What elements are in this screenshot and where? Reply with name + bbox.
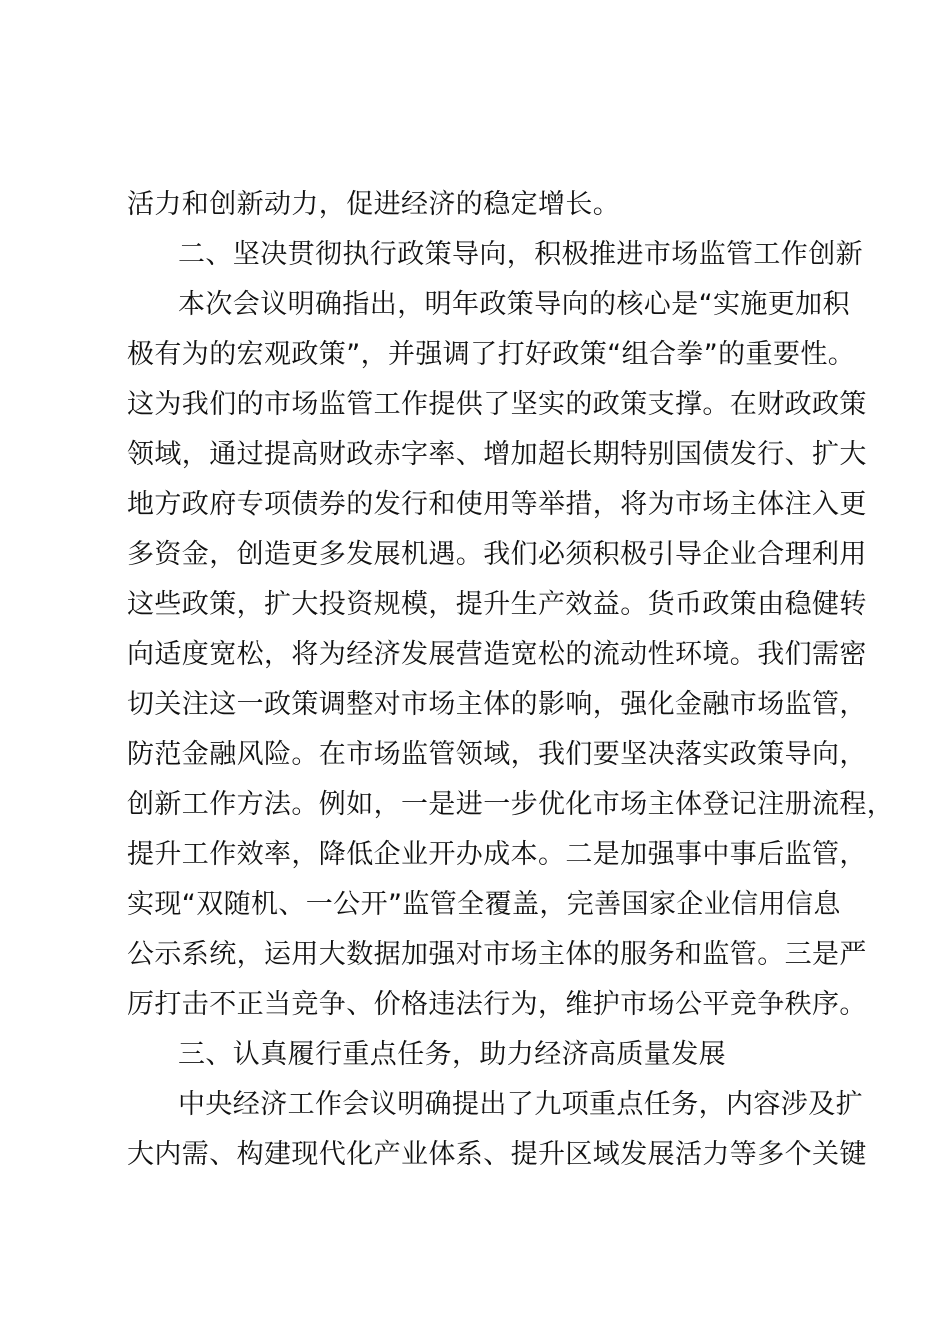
text-line: 这些政策，扩大投资规模，提升生产效益。货币政策由稳健转 <box>127 589 867 620</box>
text-line: 向适度宽松，将为经济发展营造宽松的流动性环境。我们需密 <box>127 639 867 670</box>
text-line: 极有为的宏观政策”，并强调了打好政策“组合拳”的重要性。 <box>127 339 856 370</box>
text-line: 创新工作方法。例如，一是进一步优化市场主体登记注册流程， <box>127 789 895 820</box>
text-line: 实现“双随机、一公开”监管全覆盖，完善国家企业信用信息 <box>127 889 841 920</box>
text-line: 大内需、构建现代化产业体系、提升区域发展活力等多个关键 <box>127 1139 867 1170</box>
text-line: 领域，通过提高财政赤字率、增加超长期特别国债发行、扩大 <box>127 439 867 470</box>
text-line: 本次会议明确指出，明年政策导向的核心是“实施更加积 <box>178 289 850 320</box>
text-line: 中央经济工作会议明确提出了九项重点任务，内容涉及扩 <box>178 1089 863 1120</box>
text-line: 防范金融风险。在市场监管领域，我们要坚决落实政策导向， <box>127 739 867 770</box>
text-line: 多资金，创造更多发展机遇。我们必须积极引导企业合理利用 <box>127 539 867 570</box>
text-line: 切关注这一政策调整对市场主体的影响，强化金融市场监管， <box>127 689 867 720</box>
text-line: 活力和创新动力，促进经济的稳定增长。 <box>127 189 621 220</box>
text-line: 厉打击不正当竞争、价格违法行为，维护市场公平竞争秩序。 <box>127 989 867 1020</box>
text-line: 这为我们的市场监管工作提供了坚实的政策支撑。在财政政策 <box>127 389 867 420</box>
text-line: 地方政府专项债券的发行和使用等举措，将为市场主体注入更 <box>127 489 867 520</box>
text-line: 提升工作效率，降低企业开办成本。二是加强事中事后监管， <box>127 839 867 870</box>
section-heading: 二、坚决贯彻执行政策导向，积极推进市场监管工作创新 <box>178 239 863 270</box>
text-line: 公示系统，运用大数据加强对市场主体的服务和监管。三是严 <box>127 939 867 970</box>
section-heading: 三、认真履行重点任务，助力经济高质量发展 <box>178 1039 726 1070</box>
